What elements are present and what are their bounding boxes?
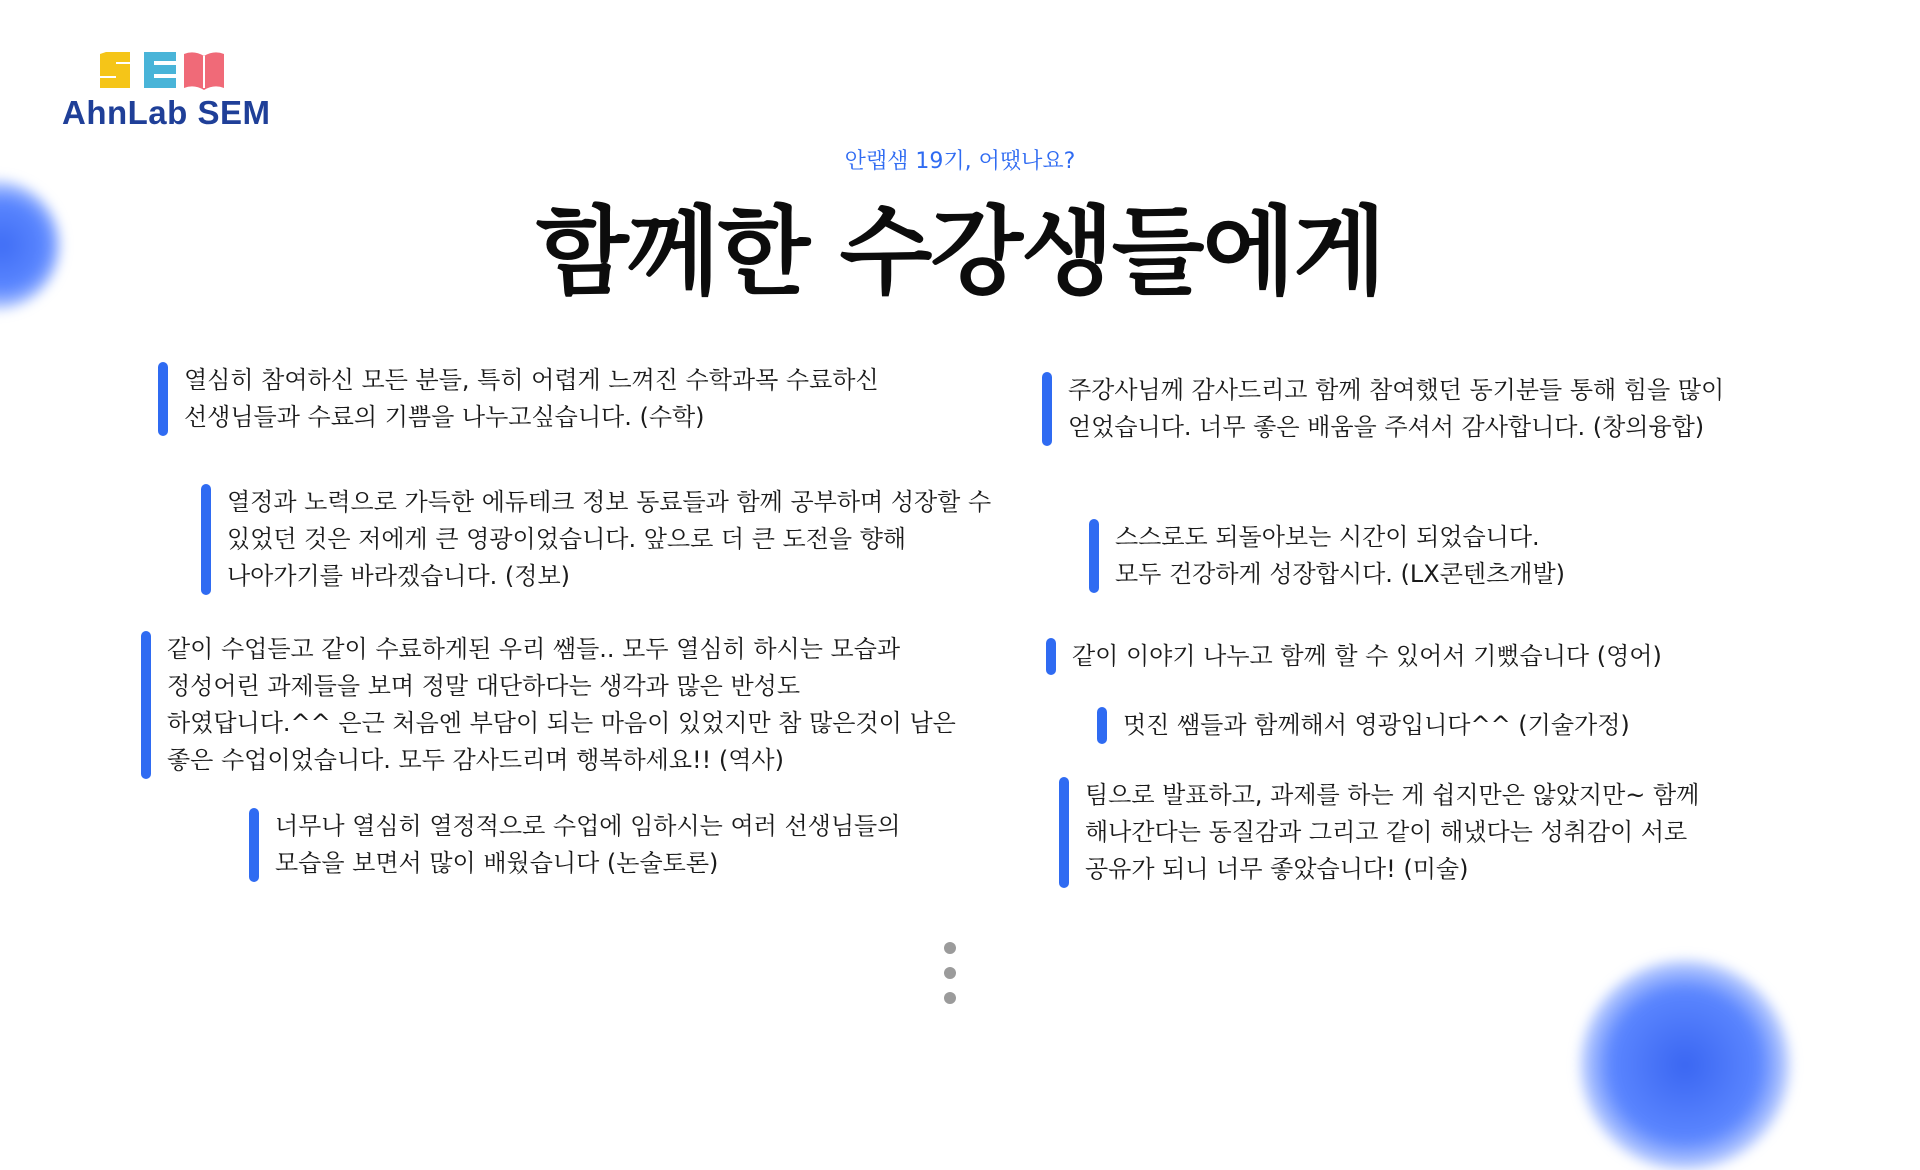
more-dots-icon — [944, 942, 956, 1017]
comment-essay-debate — [249, 808, 900, 882]
comment-history — [141, 631, 956, 779]
comment-text: 열정과 노력으로 가득한 에듀테크 정보 동료들과 함께 공부하며 성장할 수 있었던 것은 저에게 큰 영광이었습니다. 앞으로 더 큰 도전을 향해 나아가기를 바라겠습니다. (정보) — [227, 488, 992, 590]
page-title: 함께한 수강생들에게 — [535, 196, 1385, 308]
comment-creative-convergence — [1042, 372, 1724, 446]
page-subtitle: 안랩샘 19기, 어땠나요? — [844, 149, 1076, 174]
comment-text: 멋진 쌤들과 함께해서 영광입니다^^ (기술가정) — [1123, 711, 1630, 739]
comment-art — [1059, 777, 1699, 888]
accent-bar — [249, 808, 259, 882]
decorative-blue-circle-right — [1580, 960, 1790, 1170]
comment-text: 같이 수업듣고 같이 수료하게된 우리 쌤들.. 모두 열심히 하시는 모습과 정성어린 과제들을 보며 정말 대단하다는 생각과 많은 반성도 하였답니다.^^ 은근 처음엔 부담이 되는 마음이 있었지만 참 많은것이 남은 좋은 수업이었습니다. 모두 감사드리며 행복하세요!! (역사) — [167, 635, 956, 774]
accent-bar — [201, 484, 211, 595]
sem-logo-mark-icon — [96, 50, 228, 90]
comment-text: 주강사님께 감사드리고 함께 참여했던 동기분들 통해 힘을 많이 얻었습니다. 너무 좋은 배움을 주셔서 감사합니다. (창의융합) — [1068, 376, 1725, 441]
accent-bar — [1089, 519, 1099, 593]
dot — [944, 967, 956, 979]
comment-text: 같이 이야기 나누고 함께 할 수 있어서 기뻤습니다 (영어) — [1072, 642, 1662, 670]
comment-lx-content — [1089, 519, 1565, 593]
comment-math — [158, 362, 879, 436]
accent-bar — [1042, 372, 1052, 446]
comment-english — [1046, 638, 1662, 675]
comment-text: 너무나 열심히 열정적으로 수업에 임하시는 여러 선생님들의 모습을 보면서 많이 배웠습니다 (논술토론) — [275, 812, 901, 877]
accent-bar — [158, 362, 168, 436]
comment-text: 열심히 참여하신 모든 분들, 특히 어렵게 느껴진 수학과목 수료하신 선생님들과 수료의 기쁨을 나누고싶습니다. (수학) — [184, 366, 879, 431]
accent-bar — [141, 631, 151, 779]
accent-bar — [1059, 777, 1069, 888]
ahnlab-sem-logo — [62, 50, 272, 140]
comment-text: 스스로도 되돌아보는 시간이 되었습니다. 모두 건강하게 성장합시다. (LX콘텐츠개발) — [1115, 523, 1565, 588]
logo-text: AhnLab SEM — [62, 94, 271, 131]
accent-bar — [1046, 638, 1056, 675]
dot — [944, 942, 956, 954]
comment-text: 팀으로 발표하고, 과제를 하는 게 쉽지만은 않았지만~ 함께 해나간다는 동질감과 그리고 같이 해냈다는 성취감이 서로 공유가 되니 너무 좋았습니다! (미술) — [1085, 781, 1700, 883]
accent-bar — [1097, 707, 1107, 744]
comment-tech-home — [1097, 707, 1630, 744]
dot — [944, 992, 956, 1004]
comment-informatics — [201, 484, 991, 595]
